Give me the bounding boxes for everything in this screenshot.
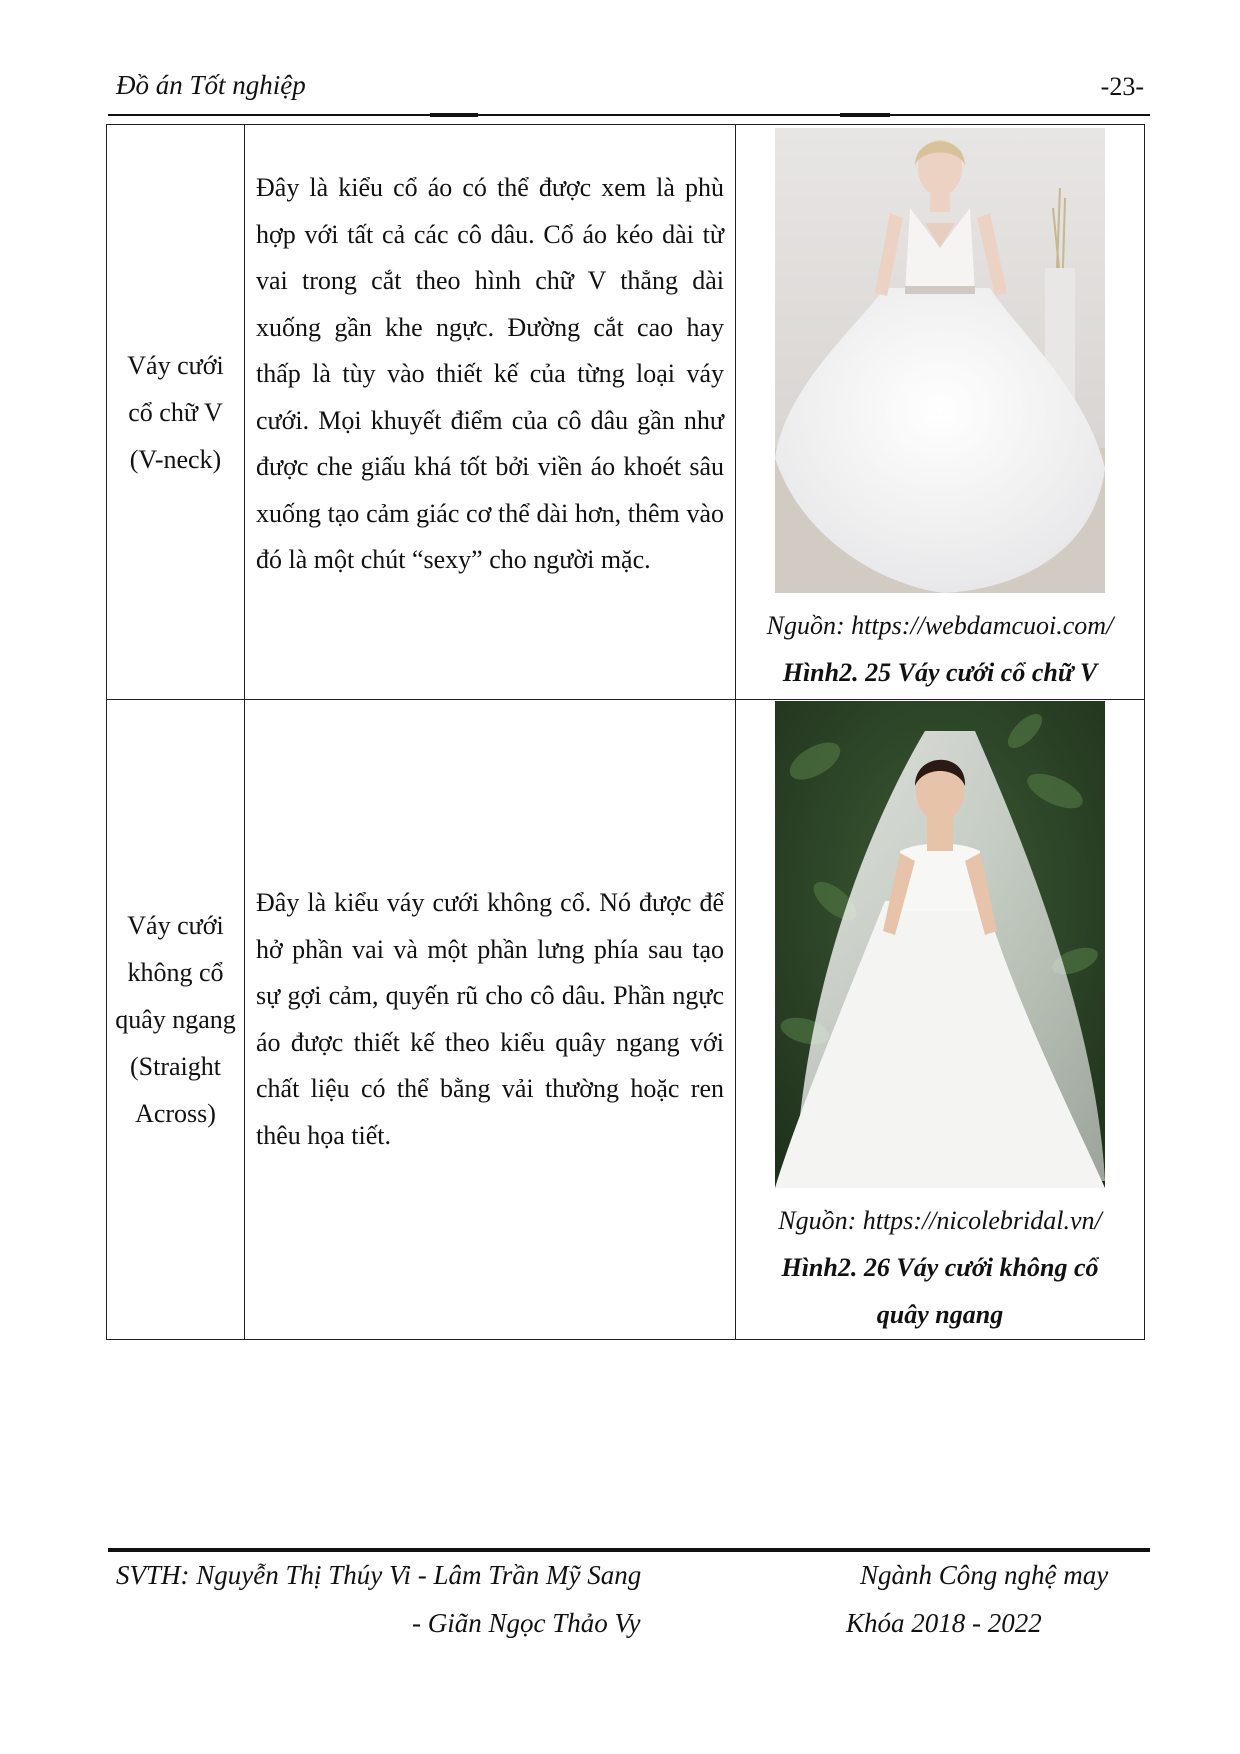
document-title: Đồ án Tốt nghiệp bbox=[116, 70, 306, 100]
figure-caption bbox=[736, 1244, 1144, 1338]
table-row bbox=[107, 125, 1145, 700]
style-name-line: quây ngang bbox=[115, 1005, 236, 1034]
style-name-line: cổ chữ V bbox=[128, 397, 223, 427]
table-row bbox=[107, 700, 1145, 1340]
footer-divider bbox=[108, 1548, 1150, 1552]
style-name-cell bbox=[107, 125, 245, 700]
style-name-line: Across) bbox=[135, 1099, 216, 1128]
header-divider-accent bbox=[430, 113, 478, 117]
style-name-cell bbox=[107, 700, 245, 1340]
page-number: -23- bbox=[1100, 72, 1144, 101]
caption-line: Hình2. 26 Váy cưới không cổ bbox=[781, 1253, 1099, 1282]
figure-cell bbox=[736, 700, 1145, 1340]
header-divider bbox=[108, 114, 1150, 116]
style-name-line: không cổ bbox=[127, 958, 224, 987]
caption-line: quây ngang bbox=[876, 1300, 1004, 1329]
style-description: Đây là kiểu váy cưới không cổ. Nó được để hở phần vai và một phần lưng phía sau tạo sự gợi cảm, quyến rũ cho cô dâu. Phần ngực áo được thiết kế theo kiểu quây ngang với chất liệu có thể bằng vải thường hoặc ren thêu họa tiết. bbox=[245, 700, 736, 1340]
style-name-line: (V-neck) bbox=[129, 444, 222, 474]
student-names-continued: - Giãn Ngọc Thảo Vy bbox=[412, 1608, 641, 1638]
style-name-line: (Straight bbox=[130, 1052, 221, 1081]
style-name-line: Váy cưới bbox=[127, 350, 224, 380]
strapless-dress-photo bbox=[775, 701, 1105, 1188]
vneck-dress-photo bbox=[775, 128, 1105, 593]
student-names: SVTH: Nguyễn Thị Thúy Vi - Lâm Trần Mỹ Sang bbox=[116, 1560, 642, 1590]
figure-cell bbox=[736, 125, 1145, 700]
image-source: Nguồn: https://nicolebridal.vn/ bbox=[778, 1206, 1102, 1235]
style-name-line: Váy cưới bbox=[127, 911, 224, 940]
course-years: Khóa 2018 - 2022 bbox=[846, 1608, 1042, 1638]
image-source: Nguồn: https://webdamcuoi.com/ bbox=[766, 611, 1114, 640]
figure-caption: Hình2. 25 Váy cưới cổ chữ V bbox=[782, 658, 1098, 687]
major: Ngành Công nghệ may bbox=[860, 1560, 1109, 1590]
header-divider-accent bbox=[840, 113, 890, 117]
style-description: Đây là kiểu cổ áo có thể được xem là phù hợp với tất cả các cô dâu. Cổ áo kéo dài từ vai trong cắt theo hình chữ V thẳng dài xuống gần khe ngực. Đường cắt cao hay thấp là tùy vào thiết kế của từng loại váy cưới. Mọi khuyết điểm của cô dâu gần như được che giấu khá tốt bởi viền áo khoét sâu xuống tạo cảm giác cơ thể dài hơn, thêm vào đó là một chút “sexy” cho người mặc. bbox=[245, 125, 736, 700]
neckline-table bbox=[106, 124, 1145, 1340]
